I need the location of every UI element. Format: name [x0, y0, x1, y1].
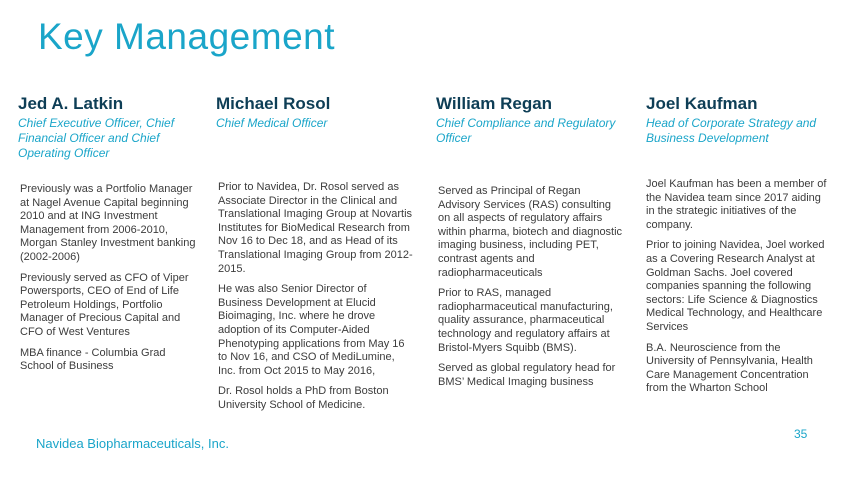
person-bio-kaufman [646, 178, 828, 403]
page-title: Key Management [38, 16, 336, 57]
person-bio-latkin [20, 183, 200, 381]
person-header-rosol [216, 94, 416, 131]
person-name: Michael Rosol [216, 94, 331, 113]
person-role: Chief Medical Officer [216, 116, 328, 130]
person-name: Joel Kaufman [646, 94, 758, 113]
person-role: Chief Executive Officer, Chief Financial Officer and Chief Operating Officer [18, 116, 175, 160]
bio-paragraph: B.A. Neuroscience from the University of Pennsylvania, Health Care Management Concentration from the Wharton School [646, 341, 813, 395]
person-header-kaufman [646, 94, 836, 146]
bio-paragraph: MBA finance - Columbia Grad School of Business [20, 346, 166, 373]
person-name: Jed A. Latkin [18, 94, 124, 113]
bio-paragraph: Previously was a Portfolio Manager at Nagel Avenue Capital beginning 2010 and at ING Investment Management from 2006-2010, Morgan Stanley Investment banking (2002-2006) [20, 183, 196, 263]
person-bio-regan [438, 185, 624, 396]
person-role: Head of Corporate Strategy and Business Development [646, 116, 817, 145]
bio-paragraph: Served as Principal of Regan Advisory Services (RAS) consulting on all aspects of regulatory affairs within pharma, biotech and diagnostic imaging business, including PET, contrast agents and radiopharmaceuticals [438, 185, 623, 279]
bio-paragraph: Joel Kaufman has been a member of the Navidea team since 2017 aiding in the strategic initiatives of the company. [646, 178, 827, 231]
person-role: Chief Compliance and Regulatory Officer [436, 116, 616, 145]
bio-paragraph: Served as global regulatory head for BMS’ Medical Imaging business [438, 362, 616, 388]
bio-paragraph: Dr. Rosol holds a PhD from Boston University School of Medicine. [218, 385, 389, 411]
bio-paragraph: Prior to joining Navidea, Joel worked as a Covering Research Analyst at Goldman Sachs. Joel covered companies spanning the following sectors: Life Science & Diagnostics Medical Technology, and Healthcare Services [646, 239, 825, 333]
person-header-regan [436, 94, 626, 146]
person-bio-rosol [218, 181, 414, 420]
page-number: 35 [794, 427, 808, 441]
bio-paragraph: He was also Senior Director of Business Development at Elucid Bioimaging, Inc. where he drove adoption of its Computer-Aided Phenotyping applications from May 16 to Nov 16, and CSO of MediLumine, Inc. from Oct 2015 to May 2016, [218, 283, 405, 377]
footer-company-name: Navidea Biopharmaceuticals, Inc. [36, 436, 229, 451]
bio-paragraph: Previously served as CFO of Viper Powersports, CEO of End of Life Petroleum Holdings, Portfolio Manager of Precious Capital and CFO of West Ventures [20, 271, 189, 338]
person-header-latkin [18, 94, 198, 161]
person-name: William Regan [436, 94, 553, 113]
bio-paragraph: Prior to RAS, managed radiopharmaceutical manufacturing, quality assurance, pharmaceutical technology and regulatory affairs at Bristol-Myers Squibb (BMS). [438, 287, 613, 354]
bio-paragraph: Prior to Navidea, Dr. Rosol served as Associate Director in the Clinical and Translational Imaging Group at Novartis Institutes for BioMedical Research from Nov 16 to Dec 18, and as Head of its Translational Imaging Group from 2012-2015. [218, 181, 413, 275]
